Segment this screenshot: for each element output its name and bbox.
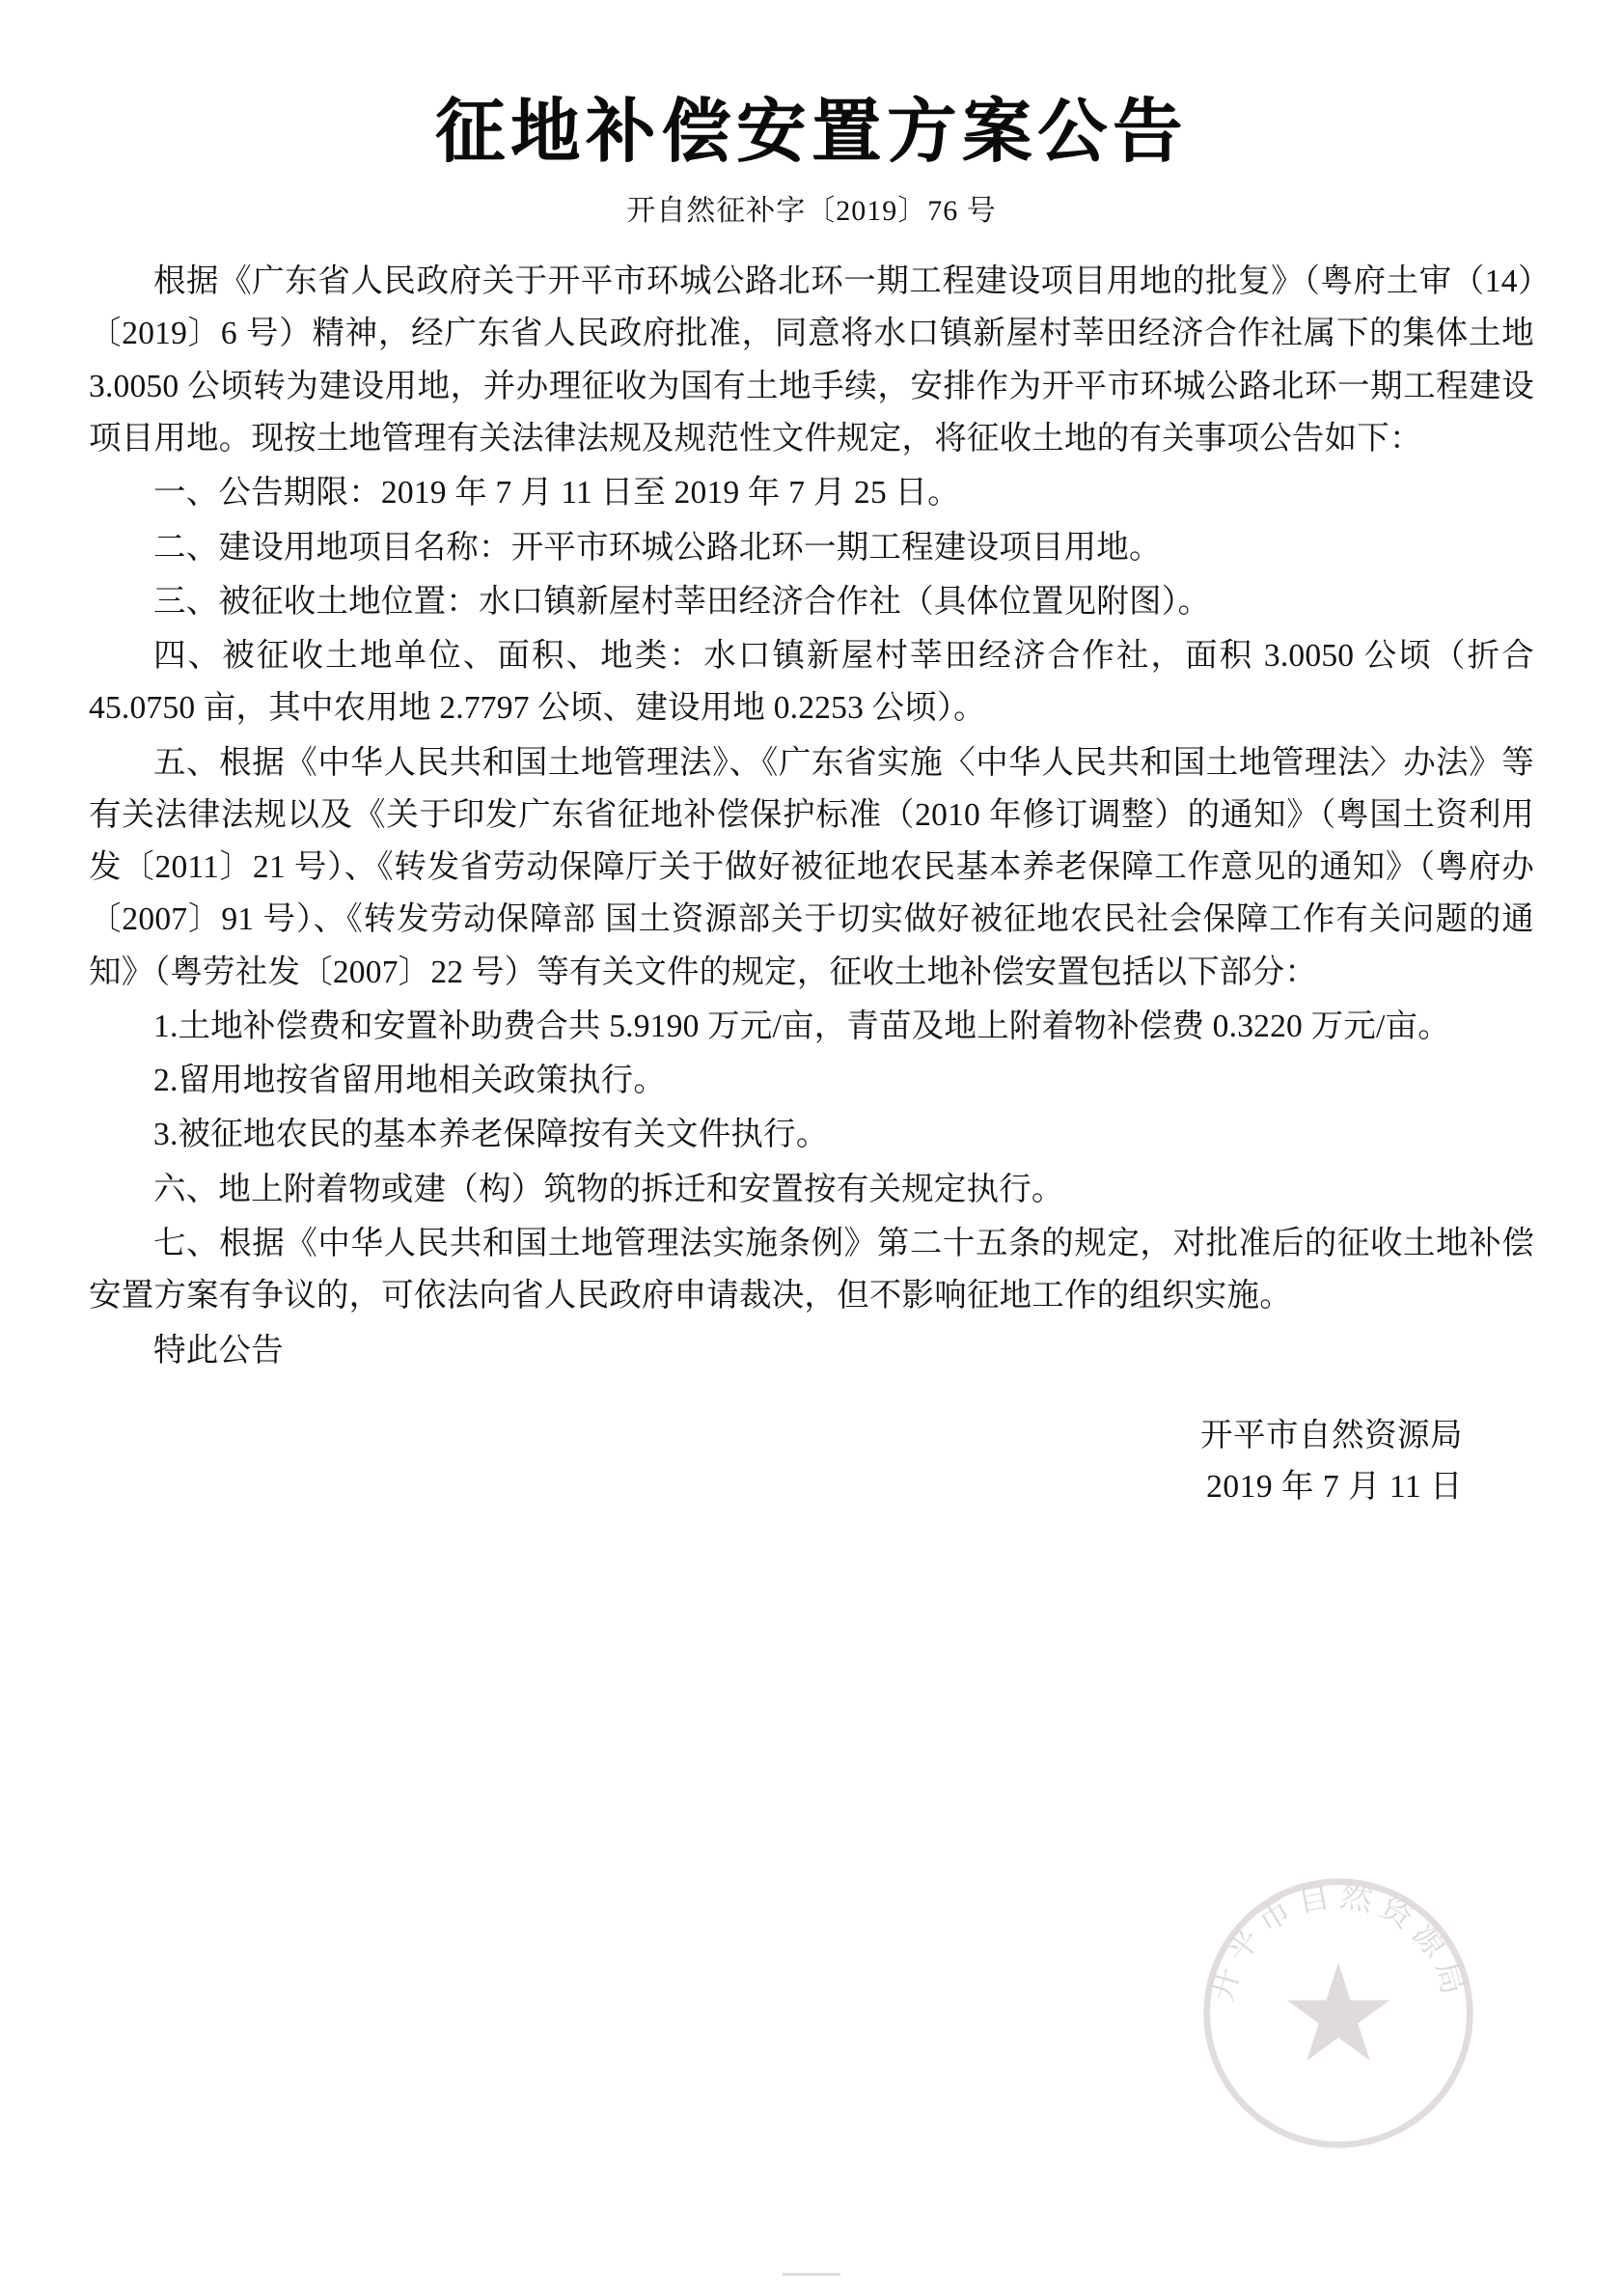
- svg-text:开平市自然资源局: 开平市自然资源局: [1203, 1877, 1473, 2006]
- paragraph-item-5-sub-1: 1.土地补偿费和安置补助费合共 5.9190 万元/亩，青苗及地上附着物补偿费 0.3220 万元/亩。: [153, 1008, 1450, 1044]
- paragraph-item-7: 七、根据《中华人民共和国土地管理法实施条例》第二十五条的规定，对批准后的征收土地补偿安置方案有争议的，可依法向省人民政府申请裁决，但不影响征地工作的组织实施。: [89, 1225, 1534, 1314]
- signature-block: [89, 1410, 1534, 1513]
- footer-dash: [783, 2273, 840, 2276]
- official-seal-icon: [1198, 1873, 1478, 2153]
- paragraph-item-1: 一、公告期限：2019 年 7 月 11 日至 2019 年 7 月 25 日。: [153, 475, 960, 512]
- issuer-name: 开平市自然资源局: [1200, 1417, 1463, 1453]
- paragraph-item-5-sub-2: 2.留用地按省留用地相关政策执行。: [153, 1063, 667, 1099]
- issue-date: 2019 年 7 月 11 日: [1206, 1469, 1463, 1506]
- document-number: 开自然征补字〔2019〕76 号: [626, 195, 997, 228]
- paragraph-item-2: 二、建设用地项目名称：开平市环城公路北环一期工程建设项目用地。: [153, 529, 1162, 566]
- paragraph-item-6: 六、地上附着物或建（构）筑物的拆迁和安置按有关规定执行。: [153, 1171, 1064, 1207]
- page-footer-mark: [0, 2273, 1623, 2286]
- paragraph-item-5: 五、根据《中华人民共和国土地管理法》、《广东省实施〈中华人民共和国土地管理法〉办法》等有关法律法规以及《关于印发广东省征地补偿保护标准（2010 年修订调整）的通知》（粤国土资利用发〔2011〕21 号）、《转发省劳动保障厅关于做好被征地农民基本养老保障工作意见的通知》（粤府办〔2007〕91 号）、《转发劳动保障部 国土资源部关于切实做好被征地农民社会保障工作有关问题的通知》（粤劳社发〔2007〕22 号）等有关文件的规定，征收土地补偿安置包括以下部分：: [89, 744, 1534, 990]
- paragraph-item-4: 四、被征收土地单位、面积、地类：水口镇新屋村莘田经济合作社，面积 3.0050 公顷（折合 45.0750 亩，其中农用地 2.7797 公顷、建设用地 0.2253 公顷）。: [89, 638, 1534, 727]
- page-title: 征地补偿安置方案公告: [434, 90, 1188, 172]
- closing-statement: 特此公告: [153, 1332, 284, 1369]
- paragraph-item-3: 三、被征收土地位置：水口镇新屋村莘田经济合作社（具体位置见附图）。: [153, 583, 1211, 620]
- paragraph-intro: 根据《广东省人民政府关于开平市环城公路北环一期工程建设项目用地的批复》（粤府土审（14）〔2019〕6 号）精神，经广东省人民政府批准，同意将水口镇新屋村莘田经济合作社属下的集体土地 3.0050 公顷转为建设用地，并办理征收为国有土地手续，安排作为开平市环城公路北环一期工程建设项目用地。现按土地管理有关法律法规及规范性文件规定，将征收土地的有关事项公告如下：: [89, 263, 1534, 456]
- paragraph-item-5-sub-3: 3.被征地农民的基本养老保障按有关文件执行。: [153, 1117, 829, 1153]
